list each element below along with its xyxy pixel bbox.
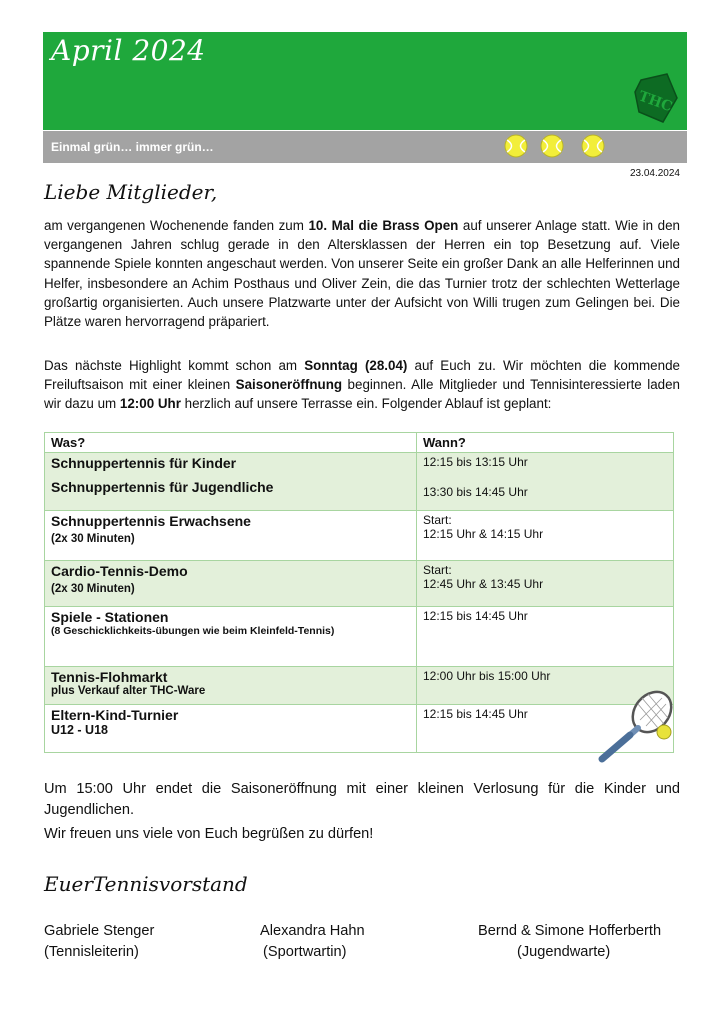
activity-name: Cardio-Tennis-Demo (51, 563, 188, 579)
tennis-ball-icon (540, 134, 564, 158)
table-row (45, 453, 674, 511)
signer-name: Gabriele Stenger (44, 923, 155, 939)
activity-note: (2x 30 Minuten) (51, 583, 135, 595)
tennis-ball-icon (581, 134, 605, 158)
table-row (45, 511, 674, 561)
schedule-table (44, 432, 674, 753)
club-logo-icon (633, 72, 679, 126)
activity-time-label: Start: (423, 513, 452, 527)
newsletter-title: April 2024 (51, 34, 206, 67)
signer-name: Alexandra Hahn (260, 923, 365, 939)
paragraph-season-opening: Das nächste Highlight kommt schon am Sonntag (28.04) auf Euch zu. Wir möchten die kommende Freiluftsaison mit einer kleinen Saisoneröffnung beginnen. Alle Mitglieder und Tennisinteressierte laden wir dazu um 12:00 Uhr herzlich auf unsere Terrasse ein. Folgender Ablauf ist geplant: (44, 358, 680, 412)
column-header-when: Wann? (417, 433, 674, 453)
activity-time: 12:00 Uhr bis 15:00 Uhr (423, 669, 551, 683)
activity-note: U12 - U18 (51, 723, 108, 737)
signature-title: EuerTennisvorstand (44, 872, 248, 896)
table-row (45, 667, 674, 705)
activity-name: Schnuppertennis Erwachsene (51, 513, 251, 529)
activity-name: Eltern-Kind-Turnier (51, 707, 179, 723)
letter-date: 23.04.2024 (629, 168, 680, 179)
activity-name: Tennis-Flohmarkt (51, 669, 168, 685)
slogan-bar (43, 131, 687, 163)
activity-time: 12:15 Uhr & 14:15 Uhr (423, 527, 544, 541)
column-header-what: Was? (45, 433, 417, 453)
greeting: Liebe Mitglieder, (44, 180, 218, 204)
activity-note: (8 Geschicklichkeits-übungen wie beim Kleinfeld-Tennis) (51, 625, 335, 637)
table-row (45, 607, 674, 667)
activity-time: 13:30 bis 14:45 Uhr (423, 485, 528, 499)
tennis-racket-icon (592, 688, 680, 766)
paragraph-brass-open: am vergangenen Wochenende fanden zum 10. Mal die Brass Open auf unserer Anlage statt. Wie in den vergangenen Jahren schlug gerade in den Altersklassen der Herren ein top Besetzung auf. Viele spannende Spiele konnten angeschaut werden. Von unserer Seite ein großer Dank an alle Helferinnen und Helfer, insbesondere an Achim Posthaus und Oliver Zein, die das Turnier trotz der schlechten Wetterlage großartig organisierten. Auch unsere Platzwarte unter der Aufsicht von Willi trugen zum Gelingen bei. Die Plätze waren hervorragend präpariert. (44, 218, 680, 330)
signer-role: (Tennisleiterin) (44, 944, 139, 960)
activity-time: 12:15 bis 13:15 Uhr (423, 455, 528, 469)
closing-raffle: Um 15:00 Uhr endet die Saisoneröffnung mit einer kleinen Verlosung für die Kinder und Jugendlichen. (44, 781, 680, 818)
activity-note: (2x 30 Minuten) (51, 533, 135, 545)
activity-time: 12:45 Uhr & 13:45 Uhr (423, 577, 544, 591)
signer-name: Bernd & Simone Hofferberth (478, 923, 662, 939)
activity-name: Spiele - Stationen (51, 609, 169, 625)
activity-time: 12:15 bis 14:45 Uhr (423, 707, 528, 721)
signer-role: (Sportwartin) (263, 944, 347, 960)
closing-welcome: Wir freuen uns viele von Euch begrüßen zu dürfen! (44, 826, 374, 842)
activity-name: Schnuppertennis für Jugendliche (51, 479, 274, 495)
club-logo-text: THC (636, 88, 675, 116)
activity-time-label: Start: (423, 563, 452, 577)
table-row (45, 705, 674, 753)
activity-name: Schnuppertennis für Kinder (51, 455, 237, 471)
newsletter-header (43, 32, 687, 130)
activity-time: 12:15 bis 14:45 Uhr (423, 609, 528, 623)
table-header-row (45, 433, 674, 453)
tennis-ball-icon (504, 134, 528, 158)
signer-role: (Jugendwarte) (517, 944, 611, 960)
activity-note: plus Verkauf alter THC-Ware (51, 685, 206, 697)
table-row (45, 561, 674, 607)
slogan-text: Einmal grün… immer grün… (51, 140, 214, 154)
